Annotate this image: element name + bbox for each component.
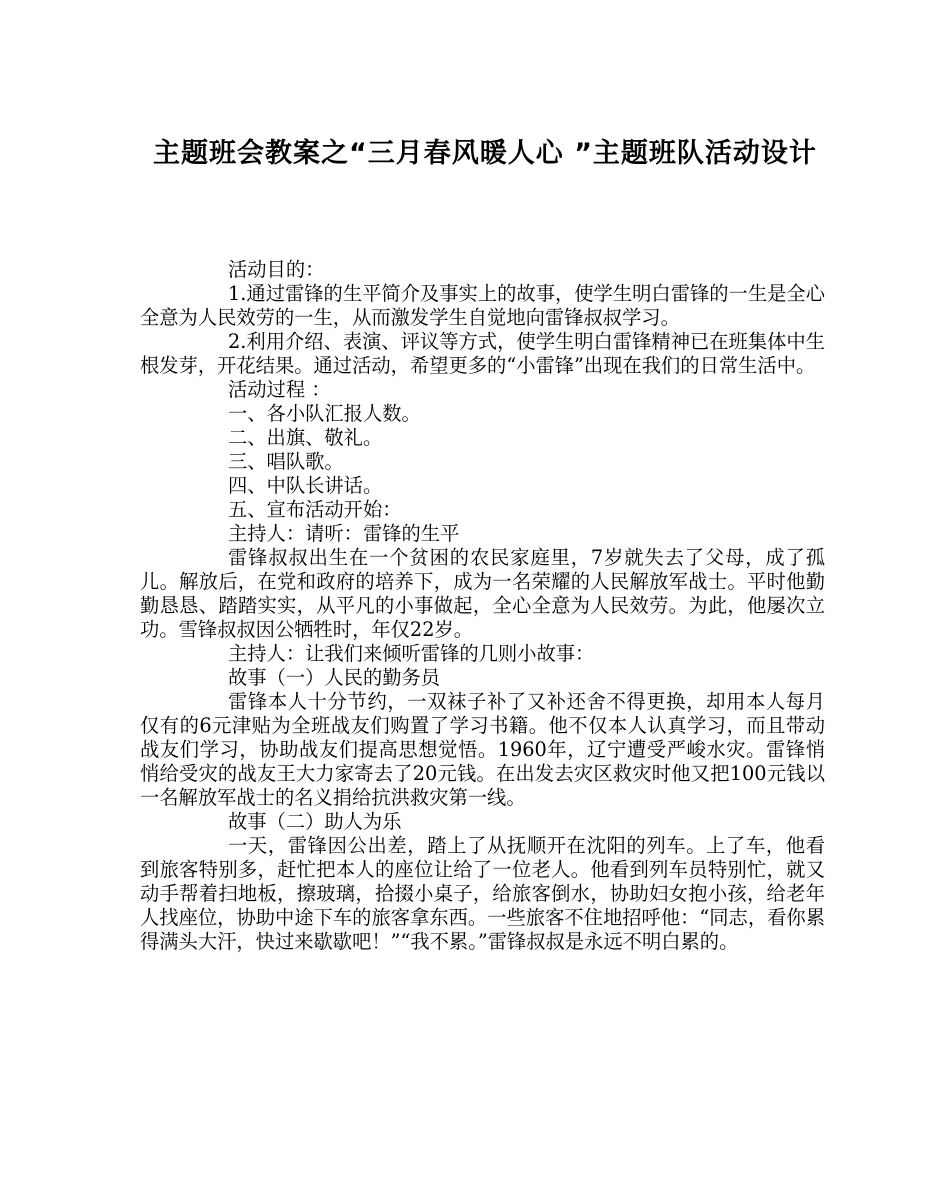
story-1-paragraph: 雷锋本人十分节约，一双袜子补了又补还舍不得更换，却用本人每月仅有的6元津贴为全班战友们购置了学习书籍。他不仅本人认真学习，而且带动战友们学习，协助战友们提高思想觉悟。1960年，辽宁遭受严峻水灾。雷锋悄悄给受灾的战友王大力家寄去了20元钱。在出发去灾区救灾时他又把100元钱以一名解放军战士的名义捐给抗洪救灾第一线。 <box>140 690 825 809</box>
host-line-2: 主持人：让我们来倾听雷锋的几则小故事： <box>228 642 595 665</box>
process-step-4: 四、中队长讲话。 <box>228 474 383 497</box>
process-step-5: 五、宣布活动开始： <box>228 498 402 521</box>
biography-paragraph: 雷锋叔叔出生在一个贫困的农民家庭里，7岁就失去了父母，成了孤儿。解放后，在党和政府的培养下，成为一名荣耀的人民解放军战士。平时他勤勤恳恳、踏踏实实，从平凡的小事做起，全心全意为人民效劳。为此，他屡次立功。雪锋叔叔因公牺牲时，年仅22岁。 <box>140 546 825 641</box>
process-step-2: 二、出旗、敬礼。 <box>228 426 383 449</box>
document-title: 主题班会教案之“三月春风暖人心 ”主题班队活动设计 <box>153 138 817 169</box>
objective-paragraph-2: 2.利用介绍、表演、评议等方式，使学生明白雷锋精神已在班集体中生根发芽，开花结果。通过活动，希望更多的“小雷锋”出现在我们的日常生活中。 <box>140 330 825 377</box>
host-line-1: 主持人：请听：雷锋的生平 <box>228 522 460 545</box>
section-heading-objectives: 活动目的： <box>228 258 325 281</box>
process-step-3: 三、唱队歌。 <box>228 450 344 473</box>
story-1-heading: 故事（一）人民的勤务员 <box>228 666 441 689</box>
section-heading-process: 活动过程 ： <box>228 378 331 401</box>
objective-paragraph-1: 1.通过雷锋的生平简介及事实上的故事，使学生明白雷锋的一生是全心全意为人民效劳的一生，从而激发学生自觉地向雷锋叔叔学习。 <box>140 282 825 329</box>
story-2-paragraph: 一天，雷锋因公出差，踏上了从抚顺开在沈阳的列车。上了车，他看到旅客特别多，赶忙把本人的座位让给了一位老人。他看到列车员特别忙，就又动手帮着扫地板，擦玻璃，拾掇小桌子，给旅客倒水，协助妇女抱小孩，给老年人找座位，协助中途下车的旅客拿东西。一些旅客不住地招呼他：“同志，看你累得满头大汗，快过来歇歇吧！”“我不累。”雷锋叔叔是永远不明白累的。 <box>140 834 825 953</box>
process-step-1: 一、各小队汇报人数。 <box>228 402 421 425</box>
document-body <box>140 258 825 954</box>
story-2-heading: 故事（二）助人为乐 <box>228 810 402 833</box>
